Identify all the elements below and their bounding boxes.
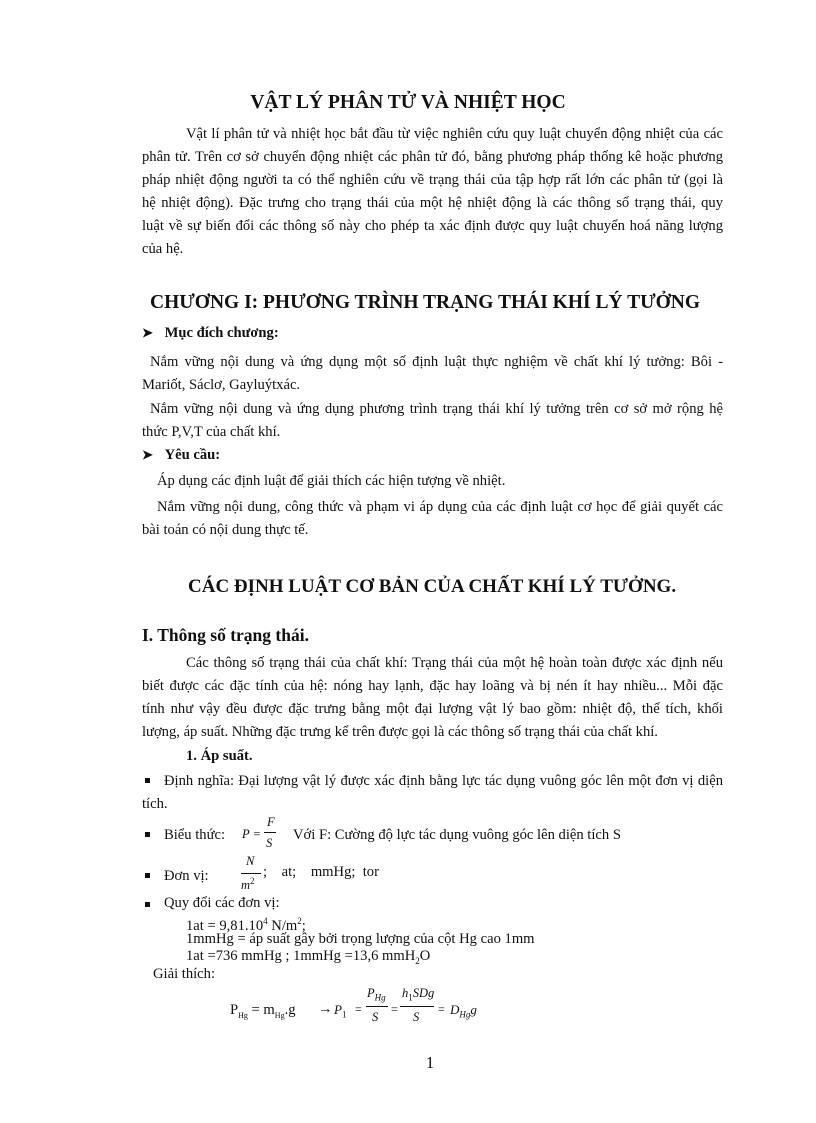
eq-p1-sub: 1 <box>341 1009 347 1020</box>
page-number: 1 <box>425 1053 435 1072</box>
conv1-unit: N/m <box>267 917 298 934</box>
eq-frac1-num-sub: Hg <box>374 992 386 1003</box>
definition-line: Định nghĩa: Đại lượng vật lý được xác định bằng lực tác dụng vuông góc lên một đơn vị diện <box>164 773 723 789</box>
section-title: CÁC ĐỊNH LUẬT CƠ BẢN CỦA CHẤT KHÍ LÝ TƯỞNG. <box>188 576 677 597</box>
formula-lhs: P = <box>242 827 261 841</box>
conv1-unit-exponent: 2 <box>297 916 302 926</box>
unit-den-exponent: 2 <box>250 876 255 886</box>
purpose-line: Nắm vững nội dung và ứng dụng phương trình trạng thái khí lý tưởng trên cơ sở mở rộng hệ <box>150 401 723 417</box>
state-params-line: Các thông số trạng thái của chất khí: Trạng thái của một hệ hoàn toàn được xác định nếu <box>186 655 723 671</box>
requirements-line: Nắm vững nội dung, công thức và phạm vi áp dụng của các định luật cơ học để giải quyết các <box>157 499 723 515</box>
eq-g-end: g <box>470 1002 477 1017</box>
eq-frac1-num <box>367 986 386 1003</box>
intro-line: của hệ. <box>142 241 184 257</box>
intro-line: phân tử. Trên cơ sở chuyển động nhiệt các phân tử đó, bằng phương pháp thống kê hoặc phương <box>142 149 723 165</box>
unit-label: Đơn vị: <box>164 868 209 884</box>
intro-line: hệ nhiệt động). Đặc trưng cho trạng thái của một hệ nhiệt động là các thông số trạng thái, quy <box>142 195 723 211</box>
conv1-text: 1at = 9,81.10 <box>186 917 264 934</box>
requirements-line: bài toán có nội dung thực tế. <box>142 522 309 538</box>
purpose-label: Mục đích chương: <box>164 325 279 341</box>
eq-equals-2: = <box>391 1002 398 1016</box>
eq-lhs <box>230 1000 296 1026</box>
eq-m-sub: Hg <box>274 1010 285 1020</box>
purpose-line: Mariốt, Sáclơ, Gayluýtxác. <box>142 377 301 393</box>
eq-p-sub: Hg <box>238 1010 248 1020</box>
formula-denominator: S <box>266 836 273 850</box>
explain-label: Giải thích: <box>153 966 216 982</box>
eq-equals-1: = <box>355 1002 362 1016</box>
unit-den-text: m <box>241 878 251 893</box>
conv3-subscript: 2 <box>415 955 420 966</box>
subsection-title: I. Thông số trạng thái. <box>142 625 309 645</box>
conv3-end: O <box>419 948 431 964</box>
eq-eq-m: = m <box>247 1002 275 1018</box>
eq-equals-3: = <box>438 1002 445 1016</box>
requirements-label: Yêu cầu: <box>164 447 221 463</box>
eq-frac2-den: S <box>413 1010 420 1024</box>
conv1-end: ; <box>301 917 306 934</box>
conversion-line-3 <box>186 946 430 971</box>
arrow-bullet-icon: ➤ <box>142 325 153 340</box>
purpose-heading <box>142 323 279 343</box>
fraction-bar <box>264 832 276 833</box>
eq-arrow: → <box>318 1001 333 1017</box>
eq-p1 <box>334 1002 346 1020</box>
conv3-text: 1at =736 mmHg ; 1mmHg =13,6 mmH <box>186 948 416 964</box>
eq-frac2-num <box>402 986 434 1003</box>
square-bullet-icon <box>145 778 150 783</box>
eq-frac2-h-sub: 1 <box>408 992 413 1003</box>
fraction-bar <box>366 1006 388 1007</box>
purpose-line: Nắm vững nội dung và ứng dụng một số định luật thực nghiệm về chất khí lý tưởng: Bôi - <box>150 354 723 370</box>
unit-list: ; at; mmHg; tor <box>263 864 379 880</box>
unit-denominator <box>241 876 255 893</box>
eq-rhs <box>450 1002 477 1020</box>
conversion-label: Quy đổi các đơn vị: <box>164 895 280 911</box>
requirements-heading <box>142 445 220 465</box>
eq-frac1-den: S <box>372 1010 379 1024</box>
chapter-title: CHƯƠNG I: PHƯƠNG TRÌNH TRẠNG THÁI KHÍ LÝ TƯỞNG <box>150 292 701 313</box>
formula-label: Biểu thức: <box>164 827 226 843</box>
square-bullet-icon <box>145 832 150 837</box>
intro-line: Vật lí phân tử và nhiệt học bắt đầu từ việc nghiên cứu quy luật chuyển động nhiệt của các <box>186 126 723 142</box>
square-bullet-icon <box>145 902 150 907</box>
purpose-line: thức P,V,T của chất khí. <box>142 424 281 440</box>
eq-frac2-rest: SDg <box>412 986 435 1000</box>
eq-p: P <box>230 1002 239 1018</box>
state-params-line: lượng, áp suất. Những đặc trưng kể trên được gọi là các thông số trạng thái của chất khí. <box>142 724 658 740</box>
fraction-bar <box>241 873 261 874</box>
eq-p1-letter: P <box>334 1002 342 1017</box>
conversion-line-2: 1mmHg = áp suất gây bởi trọng lượng của cột Hg cao 1mm <box>186 931 535 947</box>
eq-frac1-num-letter: P <box>367 986 375 1000</box>
eq-d: D <box>450 1002 460 1017</box>
page-title: VẬT LÝ PHÂN TỬ VÀ NHIỆT HỌC <box>250 92 566 113</box>
definition-line: tích. <box>142 796 168 812</box>
conv1-exponent: 4 <box>263 916 268 926</box>
intro-line: luật về sự biến đổi các thông số này cho phép ta xác định được quy luật chuyển hoá năng lượng <box>142 218 723 234</box>
eq-g: .g <box>284 1002 296 1018</box>
arrow-bullet-icon: ➤ <box>142 447 153 462</box>
formula-numerator: F <box>267 815 275 829</box>
square-bullet-icon <box>145 873 150 878</box>
intro-line: pháp nhiệt động người ta có thể nghiên cứu về trạng thái của tập hợp rất lớn các phân tử (gọi là <box>142 172 723 188</box>
fraction-bar <box>400 1006 434 1007</box>
state-params-line: biết được các đặc tính của hệ: nóng hay lạnh, đặc hay loãng và bị nén ít hay nhiều... Mỗi đặc <box>142 678 723 694</box>
eq-d-sub: Hg <box>459 1009 471 1020</box>
eq-frac2-h: h <box>402 986 409 1000</box>
unit-numerator: N <box>246 854 255 868</box>
requirements-line: Áp dụng các định luật để giải thích các hiện tượng về nhiệt. <box>157 473 506 489</box>
state-params-line: tính như vậy đều được đặc trưng bằng một đại lượng vật lý bao gồm: nhiệt độ, thể tích, khối <box>142 701 723 717</box>
formula-note: Với F: Cường độ lực tác dụng vuông góc lên diện tích S <box>293 827 621 843</box>
pressure-heading: 1. Áp suất. <box>186 748 253 764</box>
